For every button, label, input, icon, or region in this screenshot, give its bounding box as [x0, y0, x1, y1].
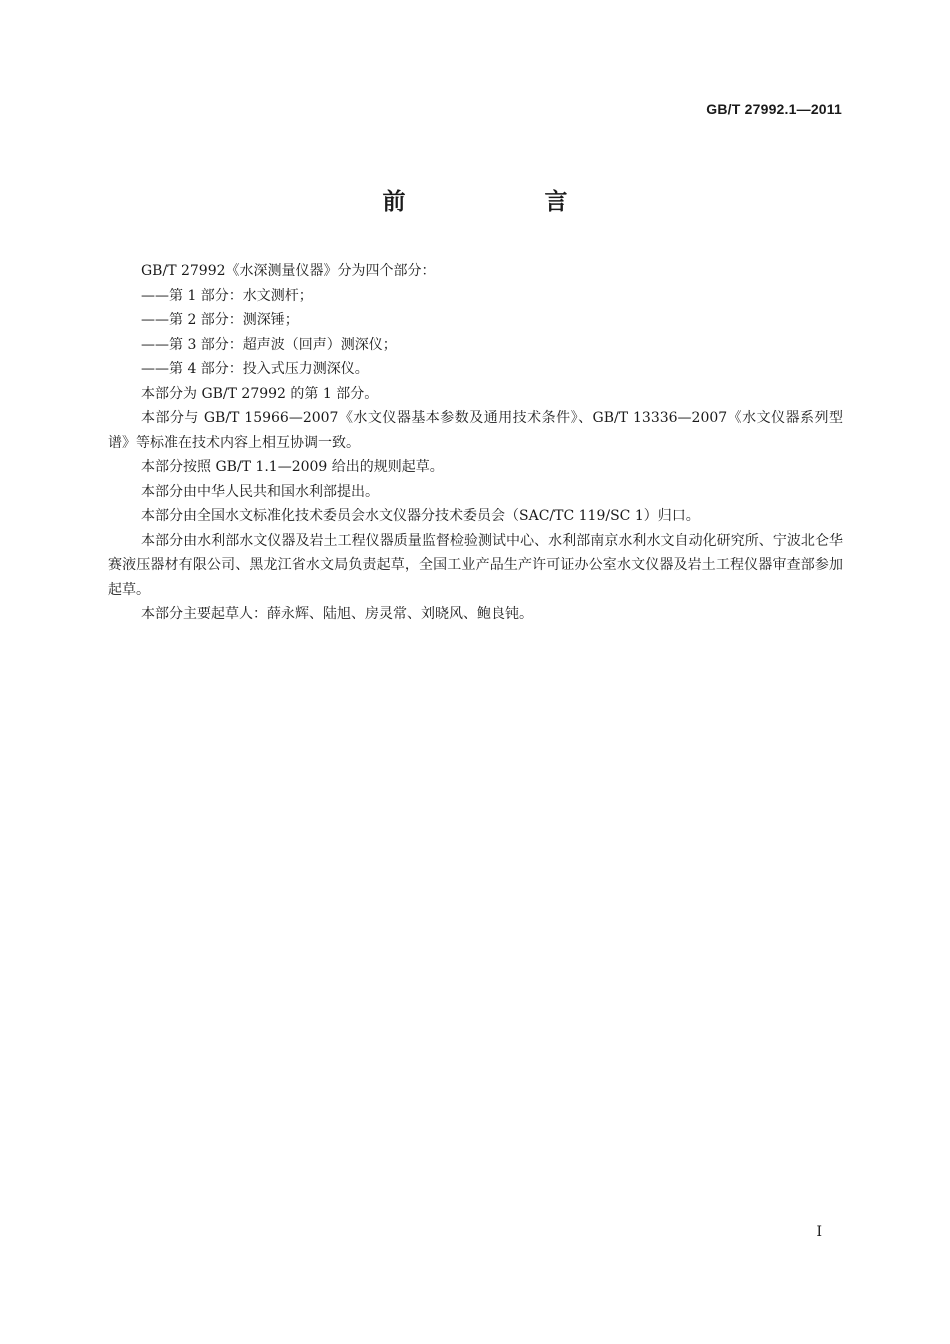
paragraph: 本部分与 GB/T 15966—2007《水文仪器基本参数及通用技术条件》、GB/T 13336—2007《水文仪器系列型谱》等标准在技术内容上相互协调一致。: [108, 410, 843, 451]
paragraph: 本部分为 GB/T 27992 的第 1 部分。: [141, 385, 379, 402]
intro-paragraph: GB/T 27992《水深测量仪器》分为四个部分：: [141, 263, 436, 279]
paragraph: 本部分主要起草人：薛永辉、陆旭、房灵常、刘晓风、鲍良钝。: [141, 606, 533, 622]
list-item: ——第 4 部分：投入式压力测深仪。: [141, 361, 369, 377]
page-number: I: [816, 1224, 822, 1240]
list-item: ——第 2 部分：测深锤；: [141, 312, 299, 328]
list-item: ——第 3 部分：超声波（回声）测深仪；: [141, 336, 397, 353]
list-item: ——第 1 部分：水文测杆；: [141, 287, 313, 304]
paragraph: 本部分由水利部水文仪器及岩土工程仪器质量监督检验测试中心、水利部南京水利水文自动化研究所、宁波北仑华赛液压器材有限公司、黑龙江省水文局负责起草，全国工业产品生产许可证办公室水文仪器及岩土工程仪器审查部参加起草。: [108, 532, 843, 598]
foreword-body: [108, 259, 843, 627]
paragraph: 本部分按照 GB/T 1.1—2009 给出的规则起草。: [141, 459, 444, 475]
paragraph: 本部分由中华人民共和国水利部提出。: [141, 483, 379, 500]
paragraph: 本部分由全国水文标准化技术委员会水文仪器分技术委员会（SAC/TC 119/SC 1）归口。: [141, 508, 700, 524]
page-title: 前 言: [382, 189, 626, 215]
standard-code: GB/T 27992.1—2011: [706, 101, 842, 117]
